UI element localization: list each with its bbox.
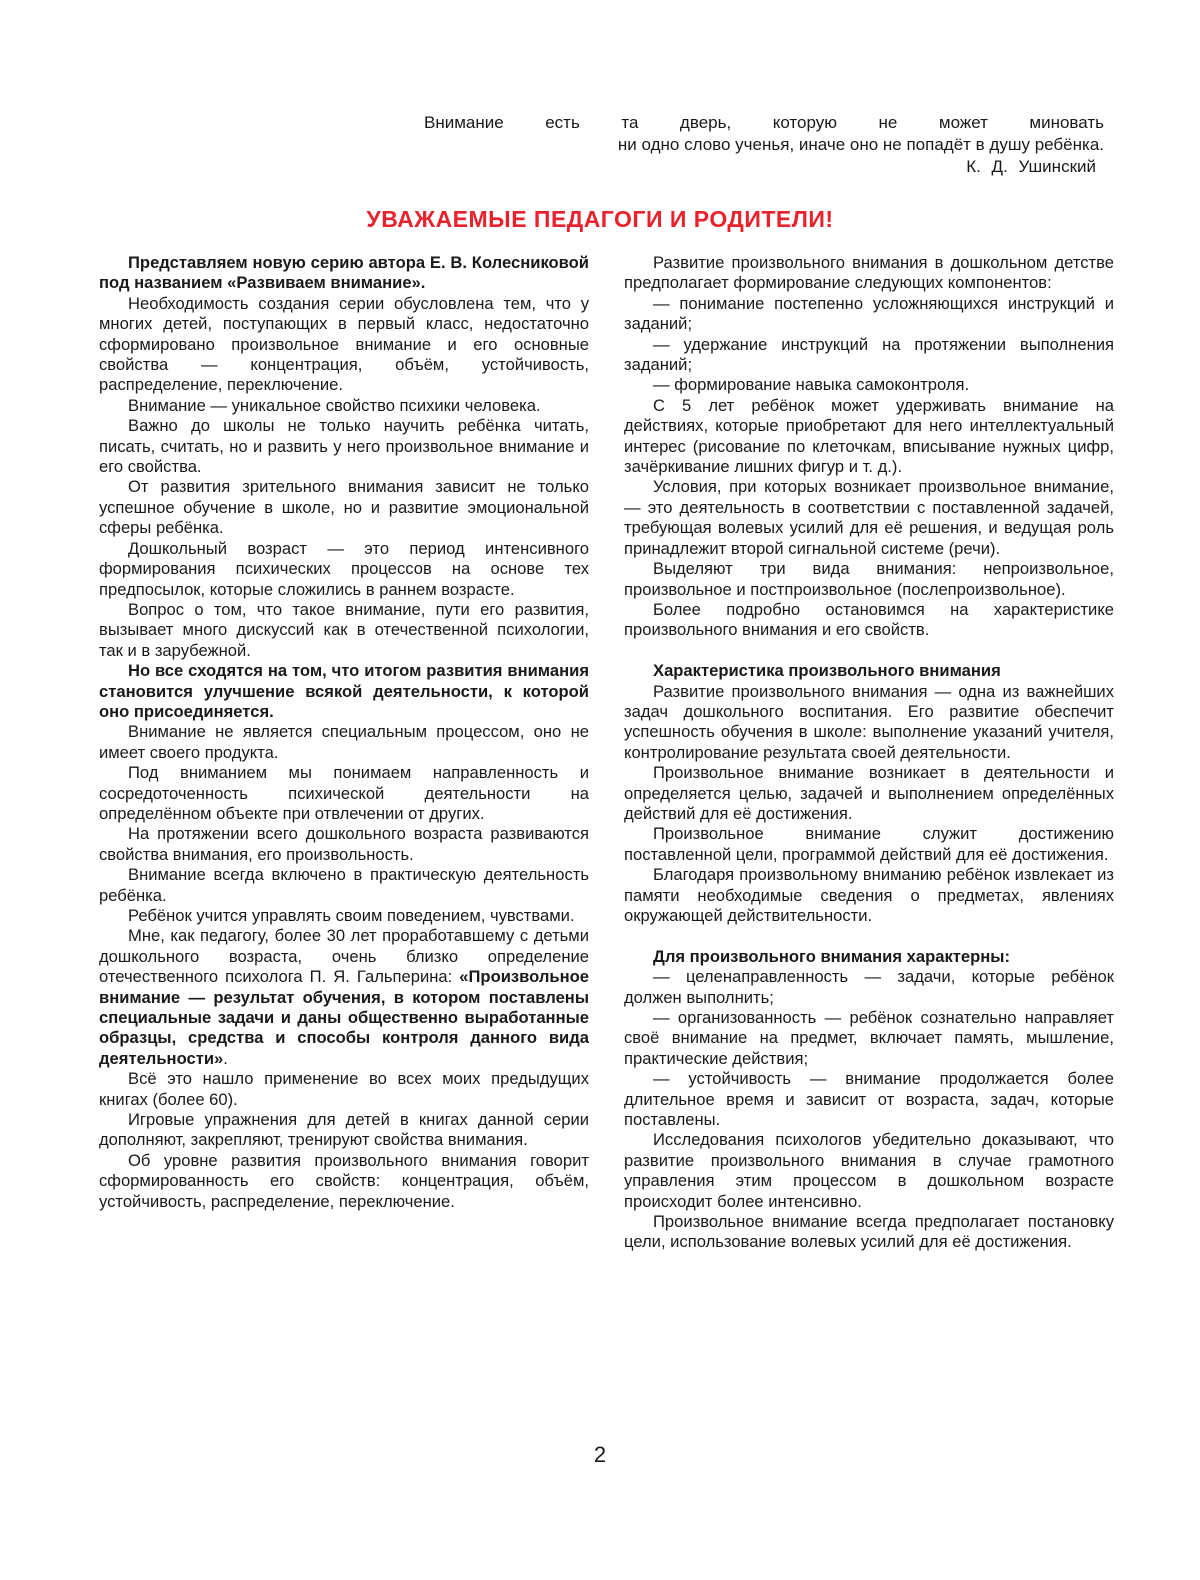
paragraph: Произвольное внимание всегда предполагает постановку цели, использование волевых усилий для её достижения.: [624, 1212, 1114, 1252]
right-column: [624, 253, 1114, 1253]
epigraph-line-1: Внимание есть та дверь, которую не может миновать: [424, 113, 1104, 132]
paragraph: Ребёнок учится управлять своим поведением, чувствами.: [128, 906, 575, 925]
paragraph: Необходимость создания серии обусловлена тем, что у многих детей, поступающих в первый класс, недостаточно сформировано произвольное внимание и его основные свойства — концентрация, объём, устойчивость, распределение, переключение.: [99, 293, 589, 395]
paragraph: Произвольное внимание служит достижению поставленной цели, программой действий для её достижения.: [624, 824, 1114, 864]
quote-end: .: [223, 1048, 228, 1068]
paragraph: Под вниманием мы понимаем направленность и сосредоточенность психической деятельности на определённом объекте при отвлечении от других.: [99, 763, 589, 823]
paragraph: Произвольное внимание возникает в деятельности и определяется целью, задачей и выполнением определённых действий для её достижения.: [624, 763, 1114, 823]
epigraph: [424, 112, 1104, 178]
subheading: Для произвольного внимания характерны:: [653, 946, 1011, 966]
paragraph: Внимание всегда включено в практическую деятельность ребёнка.: [99, 865, 589, 905]
spacer: [624, 641, 1114, 661]
epigraph-author: К. Д. Ушинский: [966, 157, 1096, 176]
paragraph: Развитие произвольного внимания — одна из важнейших задач дошкольного воспитания. Его развитие обеспечит успешность обучения в школе: выполнение указаний учителя, контролирование результата своей деятельности.: [624, 681, 1114, 762]
paragraph: Внимание не является специальным процессом, оно не имеет своего продукта.: [99, 722, 589, 762]
quote-bold: «Произвольное внимание — результат обучения, в котором поставлены специальные задачи и даны общественно выработанные образцы, средства и способы контроля данного вида деятельности»: [99, 967, 589, 1068]
dash-item: — устойчивость — внимание продолжается более длительное время и зависит от возраста, задач, которые поставлены.: [624, 1069, 1114, 1130]
paragraph: Об уровне развития произвольного внимания говорит сформированность его свойств: концентрация, объём, устойчивость, распределение, переключение.: [99, 1150, 589, 1211]
epigraph-line-2: ни одно слово ученья, иначе оно не попадёт в душу ребёнка.: [617, 135, 1104, 154]
quote-paragraph: [99, 926, 589, 1069]
paragraph: Более подробно остановимся на характеристике произвольного внимания и его свойств.: [624, 599, 1114, 640]
dash-item: — удержание инструкций на протяжении выполнения заданий;: [624, 334, 1114, 375]
page-number: 2: [593, 1442, 607, 1467]
paragraph: На протяжении всего дошкольного возраста развиваются свойства внимания, его произвольность.: [99, 824, 589, 864]
left-column: [99, 253, 589, 1212]
dash-item: — понимание постепенно усложняющихся инструкций и заданий;: [624, 293, 1114, 334]
intro-paragraph: Представляем новую серию автора Е. В. Колесниковой под названием «Развиваем внимание».: [99, 253, 589, 293]
spacer: [624, 926, 1114, 946]
dash-item: — целенаправленность — задачи, которые ребёнок должен выполнить;: [624, 967, 1114, 1007]
paragraph: С 5 лет ребёнок может удерживать внимание на действиях, которые приобретают для него интеллектуальный интерес (рисование по клеточкам, вписывание нужных цифр, зачёркивание лишних фигур и т. д.).: [624, 395, 1114, 477]
paragraph: Условия, при которых возникает произвольное внимание, — это деятельность в соответствии с поставленной задачей, требующая волевых усилий для её решения, и ведущая роль принадлежит второй сигнальной системе (речи).: [624, 477, 1114, 558]
paragraph: Исследования психологов убедительно доказывают, что развитие произвольного внимания в случае грамотного управления этим процессом в дошкольном возрасте происходит более интенсивно.: [624, 1130, 1114, 1211]
quote-intro: Мне, как педагогу, более 30 лет проработавшему с детьми дошкольного возраста, очень близко определение отечественного психолога П. Я. Гальперина:: [99, 926, 589, 987]
paragraph: Важно до школы не только научить ребёнка читать, писать, считать, но и развить у него произвольное внимание и его свойства.: [99, 416, 589, 477]
paragraph: Развитие произвольного внимания в дошкольном детстве предполагает формирование следующих компонентов:: [624, 253, 1114, 293]
paragraph: Благодаря произвольному вниманию ребёнок извлекает из памяти необходимые сведения о предметах, явлениях окружающей действительности.: [624, 865, 1114, 925]
page-heading: УВАЖАЕМЫЕ ПЕДАГОГИ И РОДИТЕЛИ!: [366, 206, 834, 232]
dash-item: — формирование навыка самоконтроля.: [653, 375, 970, 395]
paragraph: Дошкольный возраст — это период интенсивного формирования психических процессов на основе тех предпосылок, которые сложились в раннем возрасте.: [99, 538, 589, 599]
paragraph: Игровые упражнения для детей в книгах данной серии дополняют, закрепляют, тренируют свойства внимания.: [99, 1110, 589, 1150]
paragraph: Вопрос о том, что такое внимание, пути его развития, вызывает много дискуссий как в отечественной психологии, так и в зарубежной.: [99, 599, 589, 660]
paragraph: Всё это нашло применение во всех моих предыдущих книгах (более 60).: [99, 1069, 589, 1109]
bold-paragraph: Но все сходятся на том, что итогом развития внимания становится улучшение всякой деятельности, к которой оно присоединяется.: [99, 661, 589, 721]
subheading: Характеристика произвольного внимания: [653, 661, 1001, 681]
paragraph: Внимание — уникальное свойство психики человека.: [128, 395, 541, 415]
paragraph: Выделяют три вида внимания: непроизвольное, произвольное и постпроизвольное (послепроизвольное).: [624, 559, 1114, 599]
paragraph: От развития зрительного внимания зависит не только успешное обучение в школе, но и развитие эмоциональной сферы ребёнка.: [99, 477, 589, 538]
dash-item: — организованность — ребёнок сознательно направляет своё внимание на предмет, включает память, мышление, практические действия;: [624, 1008, 1114, 1068]
